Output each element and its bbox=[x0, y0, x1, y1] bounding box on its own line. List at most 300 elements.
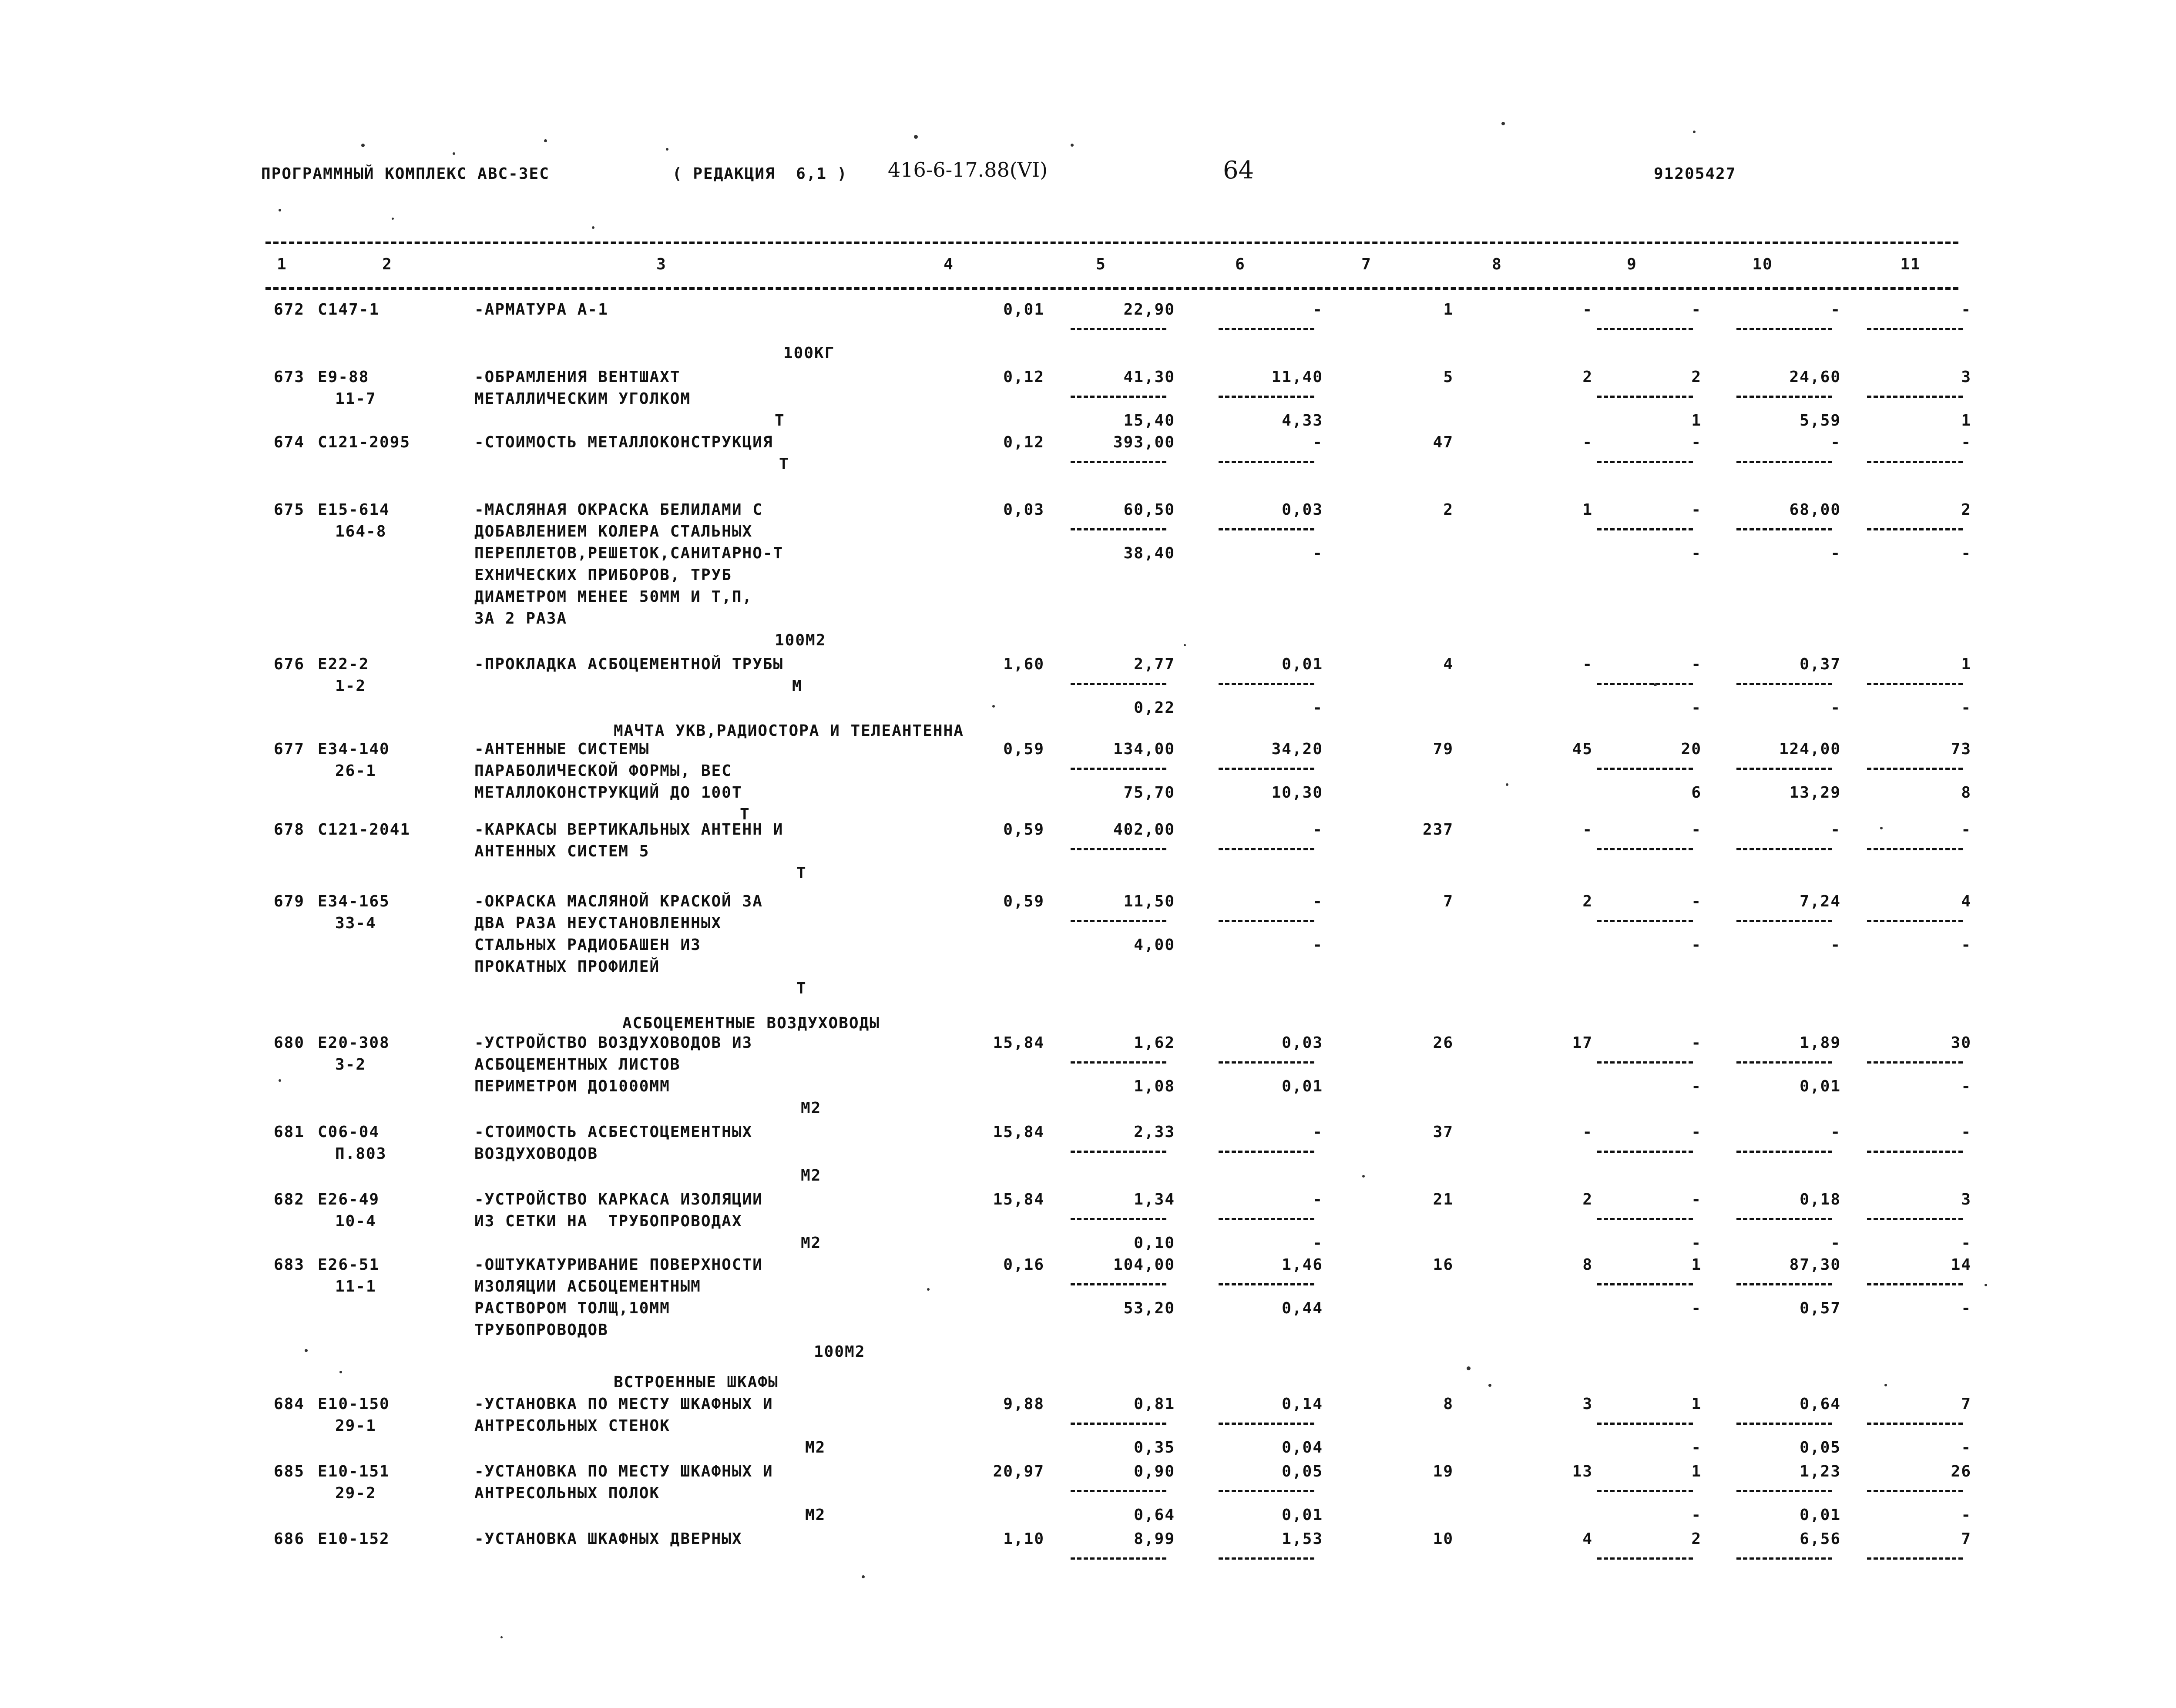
machine-hours-underline bbox=[1736, 920, 1832, 922]
norm-code: Е10-151 bbox=[318, 1463, 390, 1480]
material-weight: 7 bbox=[1961, 1530, 1971, 1548]
material-weight: - bbox=[1961, 544, 1971, 562]
norm-code: 164-8 bbox=[335, 523, 387, 540]
norm-code: П.803 bbox=[335, 1145, 387, 1163]
material-weight: 8 bbox=[1961, 784, 1971, 802]
section-heading-mast: МАЧТА УКВ,РАДИОСТОРА И ТЕЛЕАНТЕННА bbox=[614, 722, 964, 740]
noise-speck bbox=[1184, 644, 1186, 646]
work-description: РАСТВОРОМ ТОЛЩ,10ММ bbox=[474, 1299, 670, 1317]
norm-code: 11-1 bbox=[335, 1278, 376, 1295]
total-cost: 21 bbox=[1433, 1191, 1454, 1208]
material-weight-underline bbox=[1867, 461, 1963, 463]
material-weight: - bbox=[1961, 821, 1971, 839]
machine-hours: 0,37 bbox=[1800, 655, 1841, 673]
machine-hours-underline bbox=[1736, 461, 1832, 463]
noise-speck bbox=[392, 218, 394, 220]
labor-hours: 2 bbox=[1691, 1530, 1702, 1548]
machine-cost: - bbox=[1582, 655, 1593, 673]
material-weight-underline bbox=[1867, 528, 1963, 530]
labor-hours-underline bbox=[1597, 683, 1693, 685]
work-description: -УСТАНОВКА ПО МЕСТУ ШКАФНЫХ И bbox=[474, 1463, 773, 1480]
material-weight-underline bbox=[1867, 1151, 1963, 1153]
work-description: ТРУБОПРОВОДОВ bbox=[474, 1321, 608, 1339]
labor-hours: 1 bbox=[1691, 412, 1702, 430]
quantity: 15,84 bbox=[993, 1123, 1044, 1141]
machine-hours: - bbox=[1830, 1123, 1841, 1141]
quantity: 0,03 bbox=[1003, 501, 1044, 519]
wage-cost: - bbox=[1313, 1123, 1323, 1141]
noise-speck bbox=[1506, 783, 1508, 786]
wage-cost-underline bbox=[1219, 461, 1314, 463]
column-number: 11 bbox=[1900, 255, 1921, 273]
row-number: 673 bbox=[273, 368, 305, 386]
material-weight-underline bbox=[1867, 683, 1963, 685]
machine-hours: 87,30 bbox=[1789, 1256, 1841, 1274]
material-weight-underline bbox=[1867, 920, 1963, 922]
machine-hours: 0,57 bbox=[1800, 1299, 1841, 1317]
row-number: 683 bbox=[273, 1256, 305, 1274]
labor-hours-underline bbox=[1597, 920, 1693, 922]
unit-cost: 15,40 bbox=[1123, 412, 1175, 430]
machine-hours-underline bbox=[1736, 1423, 1832, 1425]
work-description: -АРМАТУРА А-1 bbox=[474, 301, 608, 319]
unit-cost-underline bbox=[1071, 768, 1166, 770]
work-description: -СТОИМОСТЬ МЕТАЛЛОКОНСТРУКЦИЯ bbox=[474, 433, 773, 451]
labor-hours-underline bbox=[1597, 1061, 1693, 1064]
quantity: 15,84 bbox=[993, 1191, 1044, 1208]
labor-hours-underline bbox=[1597, 1218, 1693, 1220]
noise-speck bbox=[1880, 827, 1883, 829]
norm-code: 1-2 bbox=[335, 677, 366, 695]
wage-cost: 1,46 bbox=[1282, 1256, 1323, 1274]
norm-code: 29-2 bbox=[335, 1484, 376, 1502]
unit-cost: 1,34 bbox=[1134, 1191, 1175, 1208]
column-number: 1 bbox=[277, 255, 287, 273]
machine-cost: 4 bbox=[1582, 1530, 1593, 1548]
noise-speck bbox=[666, 148, 668, 151]
material-weight-underline bbox=[1867, 1423, 1963, 1425]
unit-cost: 41,30 bbox=[1123, 368, 1175, 386]
column-number: 9 bbox=[1627, 255, 1637, 273]
labor-hours: - bbox=[1691, 699, 1702, 717]
unit-cost: 0,10 bbox=[1134, 1234, 1175, 1252]
wage-cost-underline bbox=[1219, 396, 1314, 398]
wage-cost-underline bbox=[1219, 1283, 1314, 1285]
unit-cost: 393,00 bbox=[1113, 433, 1175, 451]
work-description: ДИАМЕТРОМ МЕНЕЕ 50ММ И Т,П, bbox=[474, 588, 753, 606]
row-number: 674 bbox=[273, 433, 305, 451]
work-description: -СТОИМОСТЬ АСБЕСТОЦЕМЕНТНЫХ bbox=[474, 1123, 753, 1141]
material-weight: 3 bbox=[1961, 1191, 1971, 1208]
machine-hours: - bbox=[1830, 936, 1841, 954]
labor-hours: - bbox=[1691, 1034, 1702, 1052]
unit-of-measure: М2 bbox=[801, 1234, 822, 1252]
wage-cost-underline bbox=[1219, 1218, 1314, 1220]
unit-cost-underline bbox=[1071, 1490, 1166, 1492]
wage-cost: 0,01 bbox=[1282, 655, 1323, 673]
wage-cost: 0,01 bbox=[1282, 1077, 1323, 1095]
noise-speck bbox=[1071, 144, 1074, 147]
machine-hours-underline bbox=[1736, 1283, 1832, 1285]
handwritten-code: 416-6-17.88(VI) bbox=[888, 158, 1048, 181]
work-description: ИЗ СЕТКИ НА ТРУБОПРОВОДАХ bbox=[474, 1212, 742, 1230]
noise-speck bbox=[992, 705, 995, 708]
norm-code: Е15-614 bbox=[318, 501, 390, 519]
machine-hours-underline bbox=[1736, 683, 1832, 685]
norm-code: Е20-308 bbox=[318, 1034, 390, 1052]
unit-of-measure: М2 bbox=[805, 1439, 826, 1456]
work-description: ДОБАВЛЕНИЕМ КОЛЕРА СТАЛЬНЫХ bbox=[474, 523, 753, 540]
unit-cost: 75,70 bbox=[1123, 784, 1175, 802]
norm-code: Е22-2 bbox=[318, 655, 369, 673]
material-weight: - bbox=[1961, 936, 1971, 954]
wage-cost-underline bbox=[1219, 1557, 1314, 1560]
unit-cost-underline bbox=[1071, 920, 1166, 922]
wage-cost: - bbox=[1313, 893, 1323, 910]
unit-of-measure: М2 bbox=[805, 1506, 826, 1524]
labor-hours-underline bbox=[1597, 768, 1693, 770]
quantity: 0,59 bbox=[1003, 740, 1044, 758]
quantity: 0,59 bbox=[1003, 821, 1044, 839]
row-number: 678 bbox=[273, 821, 305, 839]
machine-hours: 0,18 bbox=[1800, 1191, 1841, 1208]
machine-cost: - bbox=[1582, 1123, 1593, 1141]
column-number: 6 bbox=[1235, 255, 1246, 273]
unit-cost-underline bbox=[1071, 683, 1166, 685]
total-cost: 1 bbox=[1443, 301, 1454, 319]
work-description: АНТРЕСОЛЬНЫХ ПОЛОК bbox=[474, 1484, 660, 1502]
norm-code: 33-4 bbox=[335, 914, 376, 932]
machine-hours: 6,56 bbox=[1800, 1530, 1841, 1548]
unit-cost: 22,90 bbox=[1123, 301, 1175, 319]
machine-hours-underline bbox=[1736, 768, 1832, 770]
labor-hours: - bbox=[1691, 1123, 1702, 1141]
norm-code: Е34-165 bbox=[318, 893, 390, 910]
noise-speck bbox=[544, 139, 547, 142]
unit-of-measure: Т bbox=[740, 805, 750, 823]
unit-cost: 0,90 bbox=[1134, 1463, 1175, 1480]
labor-hours: - bbox=[1691, 1439, 1702, 1456]
machine-hours: 5,59 bbox=[1800, 412, 1841, 430]
machine-cost: 2 bbox=[1582, 1191, 1593, 1208]
wage-cost: - bbox=[1313, 433, 1323, 451]
work-description: ПРОКАТНЫХ ПРОФИЛЕЙ bbox=[474, 958, 660, 976]
wage-cost: 0,03 bbox=[1282, 1034, 1323, 1052]
norm-code: 26-1 bbox=[335, 762, 376, 780]
noise-speck bbox=[1362, 1175, 1365, 1178]
wage-cost: 4,33 bbox=[1282, 412, 1323, 430]
machine-hours: 1,89 bbox=[1800, 1034, 1841, 1052]
edition-label: ( РЕДАКЦИЯ 6,1 ) bbox=[672, 165, 848, 183]
row-number: 681 bbox=[273, 1123, 305, 1141]
quantity: 1,10 bbox=[1003, 1530, 1044, 1548]
machine-cost: 45 bbox=[1572, 740, 1593, 758]
quantity: 9,88 bbox=[1003, 1395, 1044, 1413]
noise-speck bbox=[279, 1079, 281, 1082]
wage-cost: 0,03 bbox=[1282, 501, 1323, 519]
total-cost: 16 bbox=[1433, 1256, 1454, 1274]
machine-cost: 8 bbox=[1582, 1256, 1593, 1274]
quantity: 0,01 bbox=[1003, 301, 1044, 319]
material-weight-underline bbox=[1867, 848, 1963, 850]
machine-cost: 2 bbox=[1582, 893, 1593, 910]
work-description: -ОБРАМЛЕНИЯ ВЕНТШАХТ bbox=[474, 368, 681, 386]
wage-cost-underline bbox=[1219, 920, 1314, 922]
noise-speck bbox=[339, 1371, 342, 1373]
material-weight: - bbox=[1961, 301, 1971, 319]
unit-cost: 60,50 bbox=[1123, 501, 1175, 519]
norm-code: Е10-152 bbox=[318, 1530, 390, 1548]
material-weight: 14 bbox=[1951, 1256, 1971, 1274]
machine-cost: 1 bbox=[1582, 501, 1593, 519]
material-weight: 1 bbox=[1961, 655, 1971, 673]
wage-cost: - bbox=[1313, 936, 1323, 954]
labor-hours: - bbox=[1691, 893, 1702, 910]
norm-code: Е26-51 bbox=[318, 1256, 380, 1274]
wage-cost: 10,30 bbox=[1271, 784, 1323, 802]
wage-cost-underline bbox=[1219, 848, 1314, 850]
noise-speck bbox=[1501, 122, 1505, 125]
material-weight: - bbox=[1961, 1299, 1971, 1317]
labor-hours-underline bbox=[1597, 1557, 1693, 1560]
row-number: 679 bbox=[273, 893, 305, 910]
machine-hours: - bbox=[1830, 699, 1841, 717]
quantity: 1,60 bbox=[1003, 655, 1044, 673]
unit-cost: 2,77 bbox=[1134, 655, 1175, 673]
unit-of-measure: Т bbox=[779, 455, 789, 473]
unit-cost-underline bbox=[1071, 528, 1166, 530]
noise-speck bbox=[592, 226, 594, 229]
labor-hours-underline bbox=[1597, 848, 1693, 850]
wage-cost: 11,40 bbox=[1271, 368, 1323, 386]
unit-cost: 0,35 bbox=[1134, 1439, 1175, 1456]
labor-hours: - bbox=[1691, 501, 1702, 519]
machine-cost: 13 bbox=[1572, 1463, 1593, 1480]
wage-cost: 0,04 bbox=[1282, 1439, 1323, 1456]
wage-cost: 34,20 bbox=[1271, 740, 1323, 758]
row-number: 675 bbox=[273, 501, 305, 519]
wage-cost-underline bbox=[1219, 1151, 1314, 1153]
wage-cost: 0,05 bbox=[1282, 1463, 1323, 1480]
work-description: АНТРЕСОЛЬНЫХ СТЕНОК bbox=[474, 1417, 670, 1435]
material-weight: 4 bbox=[1961, 893, 1971, 910]
machine-hours: 0,64 bbox=[1800, 1395, 1841, 1413]
quantity: 0,12 bbox=[1003, 368, 1044, 386]
noise-speck bbox=[1884, 1384, 1887, 1386]
unit-cost: 53,20 bbox=[1123, 1299, 1175, 1317]
work-description: ПАРАБОЛИЧЕСКОЙ ФОРМЫ, ВЕС bbox=[474, 762, 732, 780]
noise-speck bbox=[1467, 1366, 1471, 1370]
work-description: ИЗОЛЯЦИИ АСБОЦЕМЕНТНЫМ bbox=[474, 1278, 701, 1295]
noise-speck bbox=[500, 1636, 503, 1638]
machine-hours: 124,00 bbox=[1779, 740, 1841, 758]
material-weight: 3 bbox=[1961, 368, 1971, 386]
unit-cost: 2,33 bbox=[1134, 1123, 1175, 1141]
unit-cost: 0,64 bbox=[1134, 1506, 1175, 1524]
labor-hours-underline bbox=[1597, 1423, 1693, 1425]
total-cost: 4 bbox=[1443, 655, 1454, 673]
document-number: 91205427 bbox=[1654, 165, 1736, 183]
unit-of-measure: Т bbox=[775, 412, 785, 430]
program-title: ПРОГРАММНЫЙ КОМПЛЕКС АВС-3ЕС bbox=[261, 165, 550, 183]
labor-hours: 2 bbox=[1691, 368, 1702, 386]
total-cost: 79 bbox=[1433, 740, 1454, 758]
wage-cost-underline bbox=[1219, 328, 1314, 330]
wage-cost: - bbox=[1313, 1191, 1323, 1208]
unit-cost-underline bbox=[1071, 396, 1166, 398]
labor-hours-underline bbox=[1597, 461, 1693, 463]
norm-code: Е9-88 bbox=[318, 368, 369, 386]
total-cost: 8 bbox=[1443, 1395, 1454, 1413]
total-cost: 37 bbox=[1433, 1123, 1454, 1141]
unit-cost: 134,00 bbox=[1113, 740, 1175, 758]
unit-cost: 38,40 bbox=[1123, 544, 1175, 562]
material-weight-underline bbox=[1867, 396, 1963, 398]
work-description: МЕТАЛЛОКОНСТРУКЦИЙ ДО 100Т bbox=[474, 784, 742, 802]
total-cost: 47 bbox=[1433, 433, 1454, 451]
material-weight: 30 bbox=[1951, 1034, 1971, 1052]
material-weight-underline bbox=[1867, 768, 1963, 770]
unit-cost: 11,50 bbox=[1123, 893, 1175, 910]
unit-cost: 8,99 bbox=[1134, 1530, 1175, 1548]
machine-cost: - bbox=[1582, 301, 1593, 319]
column-number: 10 bbox=[1752, 255, 1773, 273]
material-weight-underline bbox=[1867, 328, 1963, 330]
column-number: 4 bbox=[944, 255, 954, 273]
unit-cost: 1,62 bbox=[1134, 1034, 1175, 1052]
machine-hours: - bbox=[1830, 1234, 1841, 1252]
quantity: 0,12 bbox=[1003, 433, 1044, 451]
machine-hours-underline bbox=[1736, 528, 1832, 530]
norm-code: С147-1 bbox=[318, 301, 380, 319]
norm-code: Е26-49 bbox=[318, 1191, 380, 1208]
labor-hours: - bbox=[1691, 1234, 1702, 1252]
header-top-rule bbox=[265, 242, 1958, 244]
work-description: -ОКРАСКА МАСЛЯНОЙ КРАСКОЙ ЗА bbox=[474, 893, 763, 910]
noise-speck bbox=[305, 1349, 308, 1352]
unit-cost-underline bbox=[1071, 1423, 1166, 1425]
unit-cost-underline bbox=[1071, 461, 1166, 463]
machine-hours: 68,00 bbox=[1789, 501, 1841, 519]
unit-cost: 402,00 bbox=[1113, 821, 1175, 839]
norm-code: 11-7 bbox=[335, 390, 376, 408]
work-description: ЕХНИЧЕСКИХ ПРИБОРОВ, ТРУБ bbox=[474, 566, 732, 584]
total-cost: 5 bbox=[1443, 368, 1454, 386]
row-number: 680 bbox=[273, 1034, 305, 1052]
wage-cost-underline bbox=[1219, 1061, 1314, 1064]
unit-of-measure: 100М2 bbox=[775, 631, 826, 649]
column-number: 2 bbox=[382, 255, 393, 273]
quantity: 15,84 bbox=[993, 1034, 1044, 1052]
header-bottom-rule bbox=[265, 287, 1958, 290]
quantity: 0,16 bbox=[1003, 1256, 1044, 1274]
noise-speck bbox=[453, 152, 455, 155]
total-cost: 26 bbox=[1433, 1034, 1454, 1052]
work-description: -УСТАНОВКА ШКАФНЫХ ДВЕРНЫХ bbox=[474, 1530, 742, 1548]
norm-code: 10-4 bbox=[335, 1212, 376, 1230]
row-number: 677 bbox=[273, 740, 305, 758]
machine-hours-underline bbox=[1736, 848, 1832, 850]
row-number: 684 bbox=[273, 1395, 305, 1413]
wage-cost: - bbox=[1313, 699, 1323, 717]
work-description: -ПРОКЛАДКА АСБОЦЕМЕНТНОЙ ТРУБЫ bbox=[474, 655, 784, 673]
labor-hours: - bbox=[1691, 1299, 1702, 1317]
total-cost: 10 bbox=[1433, 1530, 1454, 1548]
norm-code: Е10-150 bbox=[318, 1395, 390, 1413]
material-weight: - bbox=[1961, 1123, 1971, 1141]
work-description: -УСТРОЙСТВО КАРКАСА ИЗОЛЯЦИИ bbox=[474, 1191, 763, 1208]
work-description: СТАЛЬНЫХ РАДИОБАШЕН ИЗ bbox=[474, 936, 701, 954]
machine-hours: - bbox=[1830, 301, 1841, 319]
unit-of-measure: 100КГ bbox=[783, 344, 835, 362]
noise-speck bbox=[1985, 1284, 1987, 1286]
work-description: ЗА 2 РАЗА bbox=[474, 610, 568, 627]
wage-cost: - bbox=[1313, 821, 1323, 839]
machine-cost: - bbox=[1582, 433, 1593, 451]
labor-hours: 1 bbox=[1691, 1463, 1702, 1480]
row-number: 686 bbox=[273, 1530, 305, 1548]
labor-hours: - bbox=[1691, 821, 1702, 839]
machine-cost: 2 bbox=[1582, 368, 1593, 386]
labor-hours: 6 bbox=[1691, 784, 1702, 802]
wage-cost: - bbox=[1313, 1234, 1323, 1252]
labor-hours-underline bbox=[1597, 1283, 1693, 1285]
material-weight-underline bbox=[1867, 1283, 1963, 1285]
work-description: ВОЗДУХОВОДОВ bbox=[474, 1145, 598, 1163]
material-weight-underline bbox=[1867, 1218, 1963, 1220]
unit-cost-underline bbox=[1071, 1283, 1166, 1285]
unit-of-measure: М2 bbox=[801, 1167, 822, 1185]
noise-speck bbox=[361, 144, 365, 147]
wage-cost-underline bbox=[1219, 528, 1314, 530]
labor-hours: - bbox=[1691, 655, 1702, 673]
machine-cost: 3 bbox=[1582, 1395, 1593, 1413]
wage-cost: - bbox=[1313, 301, 1323, 319]
labor-hours-underline bbox=[1597, 1490, 1693, 1492]
material-weight: - bbox=[1961, 1234, 1971, 1252]
material-weight: - bbox=[1961, 699, 1971, 717]
unit-of-measure: М bbox=[792, 677, 803, 695]
labor-hours: 1 bbox=[1691, 1395, 1702, 1413]
material-weight: 73 bbox=[1951, 740, 1971, 758]
unit-cost: 104,00 bbox=[1113, 1256, 1175, 1274]
machine-hours: - bbox=[1830, 433, 1841, 451]
material-weight-underline bbox=[1867, 1490, 1963, 1492]
machine-hours: 24,60 bbox=[1789, 368, 1841, 386]
section-heading-ducts: АСБОЦЕМЕНТНЫЕ ВОЗДУХОВОДЫ bbox=[622, 1014, 880, 1032]
labor-hours: - bbox=[1691, 544, 1702, 562]
machine-cost: - bbox=[1582, 821, 1593, 839]
work-description: -АНТЕННЫЕ СИСТЕМЫ bbox=[474, 740, 650, 758]
noise-speck bbox=[927, 1288, 930, 1291]
wage-cost-underline bbox=[1219, 683, 1314, 685]
wage-cost: 0,44 bbox=[1282, 1299, 1323, 1317]
material-weight: - bbox=[1961, 1439, 1971, 1456]
unit-cost: 0,81 bbox=[1134, 1395, 1175, 1413]
unit-of-measure: Т bbox=[796, 980, 807, 997]
labor-hours: 20 bbox=[1681, 740, 1702, 758]
material-weight: 2 bbox=[1961, 501, 1971, 519]
row-number: 676 bbox=[273, 655, 305, 673]
quantity: 0,59 bbox=[1003, 893, 1044, 910]
wage-cost-underline bbox=[1219, 1490, 1314, 1492]
material-weight-underline bbox=[1867, 1061, 1963, 1064]
norm-code: 29-1 bbox=[335, 1417, 376, 1435]
noise-speck bbox=[914, 135, 918, 139]
unit-cost-underline bbox=[1071, 1557, 1166, 1560]
labor-hours: - bbox=[1691, 1077, 1702, 1095]
machine-hours-underline bbox=[1736, 1218, 1832, 1220]
